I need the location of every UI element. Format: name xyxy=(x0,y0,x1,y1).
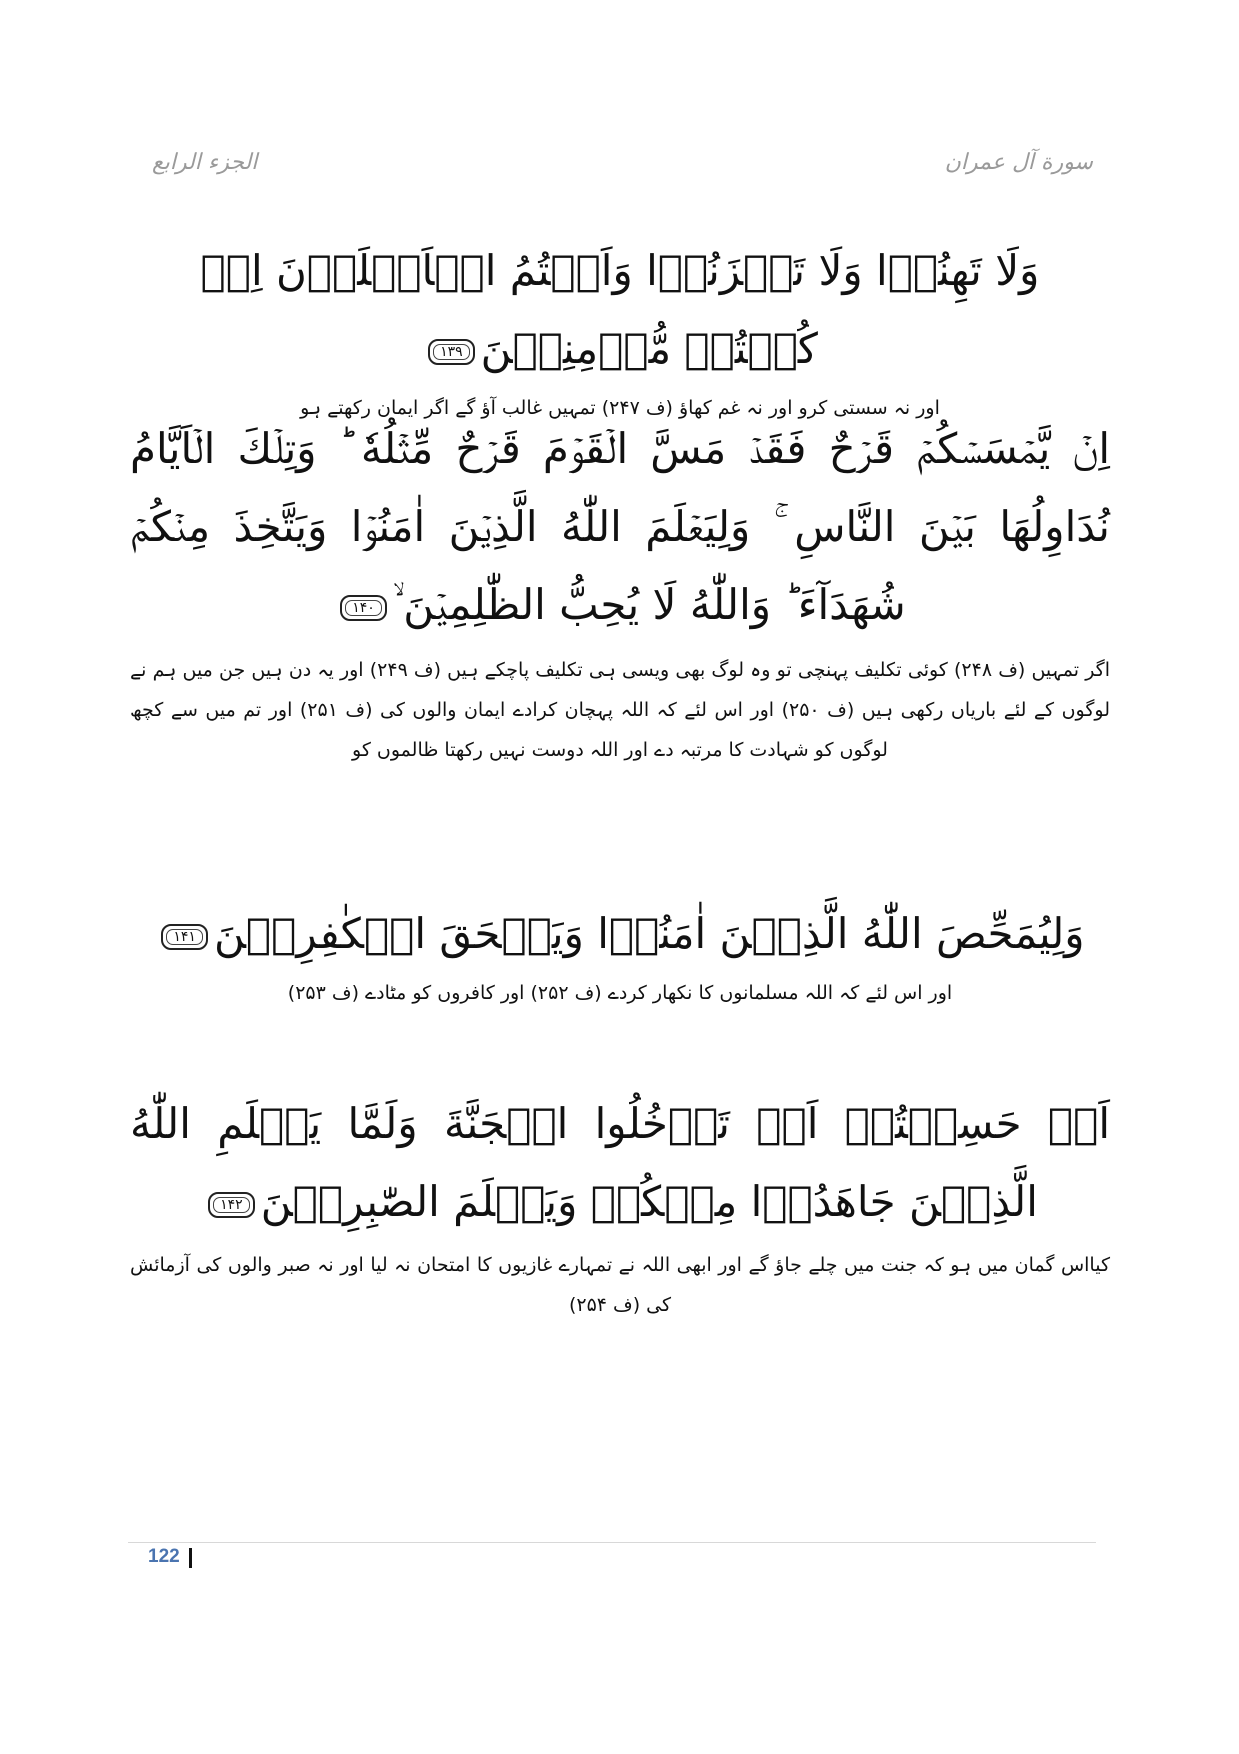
ayah-number-marker: ۱۴۰ xyxy=(340,595,387,621)
verse-block xyxy=(130,1085,1110,1325)
verse-block xyxy=(130,410,1110,770)
urdu-translation: اگر تمہیں (ف ۲۴۸) کوئی تکلیف پہنچی تو وہ لوگ بھی ویسی ہی تکلیف پاچکے ہیں (ف ۲۴۹) اور یہ دن ہیں جن میں ہم نے لوگوں کے لئے باریاں رکھی ہیں (ف ۲۵۰) اور اس لئے کہ اللہ پہچان کرادے ایمان والوں کی (ف ۲۵۱) اور تم میں سے کچھ لوگوں کو شہادت کا مرتبہ دے اور اللہ دوست نہیں رکھتا ظالموں کو xyxy=(130,659,1110,761)
arabic-verse: اَمۡ حَسِبۡتُمۡ اَنۡ تَدۡخُلُوا الۡجَنَّةَ وَلَمَّا يَعۡلَمِ اللّٰهُ الَّذِيۡنَ جَاهَدُوۡا مِنۡكُمۡ وَيَعۡلَمَ الصّٰبِرِيۡنَ۱۴۲ xyxy=(130,1099,1110,1226)
urdu-translation: اور نہ سستی کرو اور نہ غم کھاؤ (ف ۲۴۷) تمہیں غالب آؤ گے اگر ایمان رکھتے ہو xyxy=(300,397,940,419)
surah-title: سورة آل عمران xyxy=(944,150,1093,175)
urdu-translation: کیااس گمان میں ہو کہ جنت میں چلے جاؤ گے اور ابھی اللہ نے تمہارے غازیوں کا امتحان نہ لیا اور نہ صبر والوں کی آزمائش کی (ف ۲۵۴) xyxy=(130,1254,1110,1316)
juz-title: الجزء الرابع xyxy=(152,150,258,175)
page-number-separator xyxy=(189,1548,192,1568)
arabic-verse: اِنۡ يَّمۡسَسۡكُمۡ قَرۡحٌ فَقَدۡ مَسَّ الۡقَوۡمَ قَرۡحٌ مِّثۡلُهٗ ؕ وَتِلۡكَ الۡاَيَّامُ نُدَاوِلُهَا بَيۡنَ النَّاسِ ۚ وَلِيَعۡلَمَ اللّٰهُ الَّذِيۡنَ اٰمَنُوۡا وَيَتَّخِذَ مِنۡكُمۡ شُهَدَآءَ ؕ وَاللّٰهُ لَا يُحِبُّ الظّٰلِمِيۡنَ ۙ۱۴۰ xyxy=(130,424,1110,629)
urdu-translation: اور اس لئے کہ اللہ مسلمانوں کا نکھار کردے (ف ۲۵۲) اور کافروں کو مٹادے (ف ۲۵۳) xyxy=(287,982,953,1004)
verse-block xyxy=(130,232,1110,428)
page-number: 122 xyxy=(148,1546,180,1567)
ayah-number-marker: ۱۴۲ xyxy=(208,1192,255,1218)
ayah-number-marker: ۱۴۱ xyxy=(161,924,208,950)
ayah-number-marker: ۱۳۹ xyxy=(428,339,475,365)
footer-divider xyxy=(128,1542,1096,1543)
arabic-verse: وَلَا تَهِنُوۡا وَلَا تَحۡزَنُوۡا وَاَنۡتُمُ الۡاَعۡلَوۡنَ اِنۡ كُنۡتُمۡ مُّؤۡمِنِيۡنَ۱۳۹ xyxy=(200,246,1040,373)
arabic-verse: وَلِيُمَحِّصَ اللّٰهُ الَّذِيۡنَ اٰمَنُوۡا وَيَمۡحَقَ الۡكٰفِرِيۡنَ۱۴۱ xyxy=(130,895,1110,973)
verse-block xyxy=(130,895,1110,1013)
